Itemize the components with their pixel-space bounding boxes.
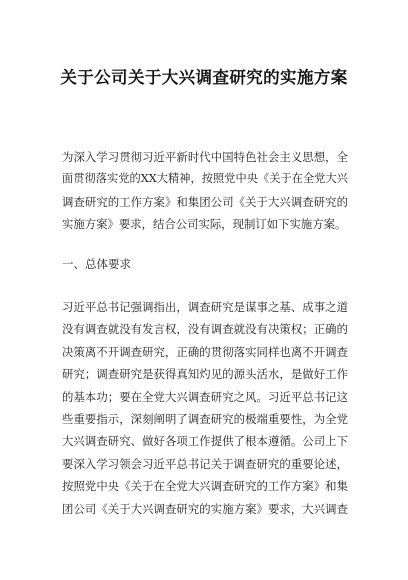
- document-title: 关于公司关于大兴调查研究的实施方案: [60, 68, 348, 87]
- paragraph-line: 面贯彻落实党的XX大精神，按照党中央《关于在全党大兴: [62, 172, 348, 186]
- section-heading-container: [62, 253, 348, 275]
- paragraph-line: 决策离不开调查研究，正确的贯彻落实同样也离不开调查: [62, 344, 348, 359]
- paragraph-line: 些重要指示，深刻阐明了调查研究的极端重要性，为全党: [62, 411, 348, 426]
- paragraph-line: 为深入学习贯彻习近平新时代中国特色社会主义思想，全: [62, 150, 348, 164]
- intro-paragraph: [62, 146, 348, 236]
- paragraph-line: 没有调查就没有发言权，没有调查就没有决策权；正确的: [62, 322, 348, 337]
- paragraph-line: 习近平总书记强调指出，调查研究是谋事之基、成事之道: [62, 300, 348, 314]
- paragraph-line: 大兴调查研究、做好各项工作提供了根本遵循。公司上下: [62, 434, 348, 449]
- body-paragraph: [62, 296, 348, 520]
- paragraph-line: 按照党中央《关于在全党大兴调查研究的工作方案》和集: [62, 479, 348, 494]
- paragraph-line: 的基本功；要在全党大兴调查研究之风。习近平总书记这: [62, 389, 348, 404]
- section-heading: 一、总体要求: [62, 257, 131, 271]
- paragraph-line: 实施方案》要求，结合公司实际，现制订如下实施方案。: [62, 217, 347, 232]
- paragraph-line: 研究；调查研究是获得真知灼见的源头活水，是做好工作: [62, 367, 348, 382]
- paragraph-line: 团公司《关于大兴调查研究的实施方案》要求，大兴调查: [62, 501, 348, 516]
- paragraph-line: 调查研究的工作方案》和集团公司《关于大兴调查研究的: [62, 194, 348, 209]
- paragraph-line: 要深入学习领会习近平总书记关于调查研究的重要论述，: [62, 456, 348, 471]
